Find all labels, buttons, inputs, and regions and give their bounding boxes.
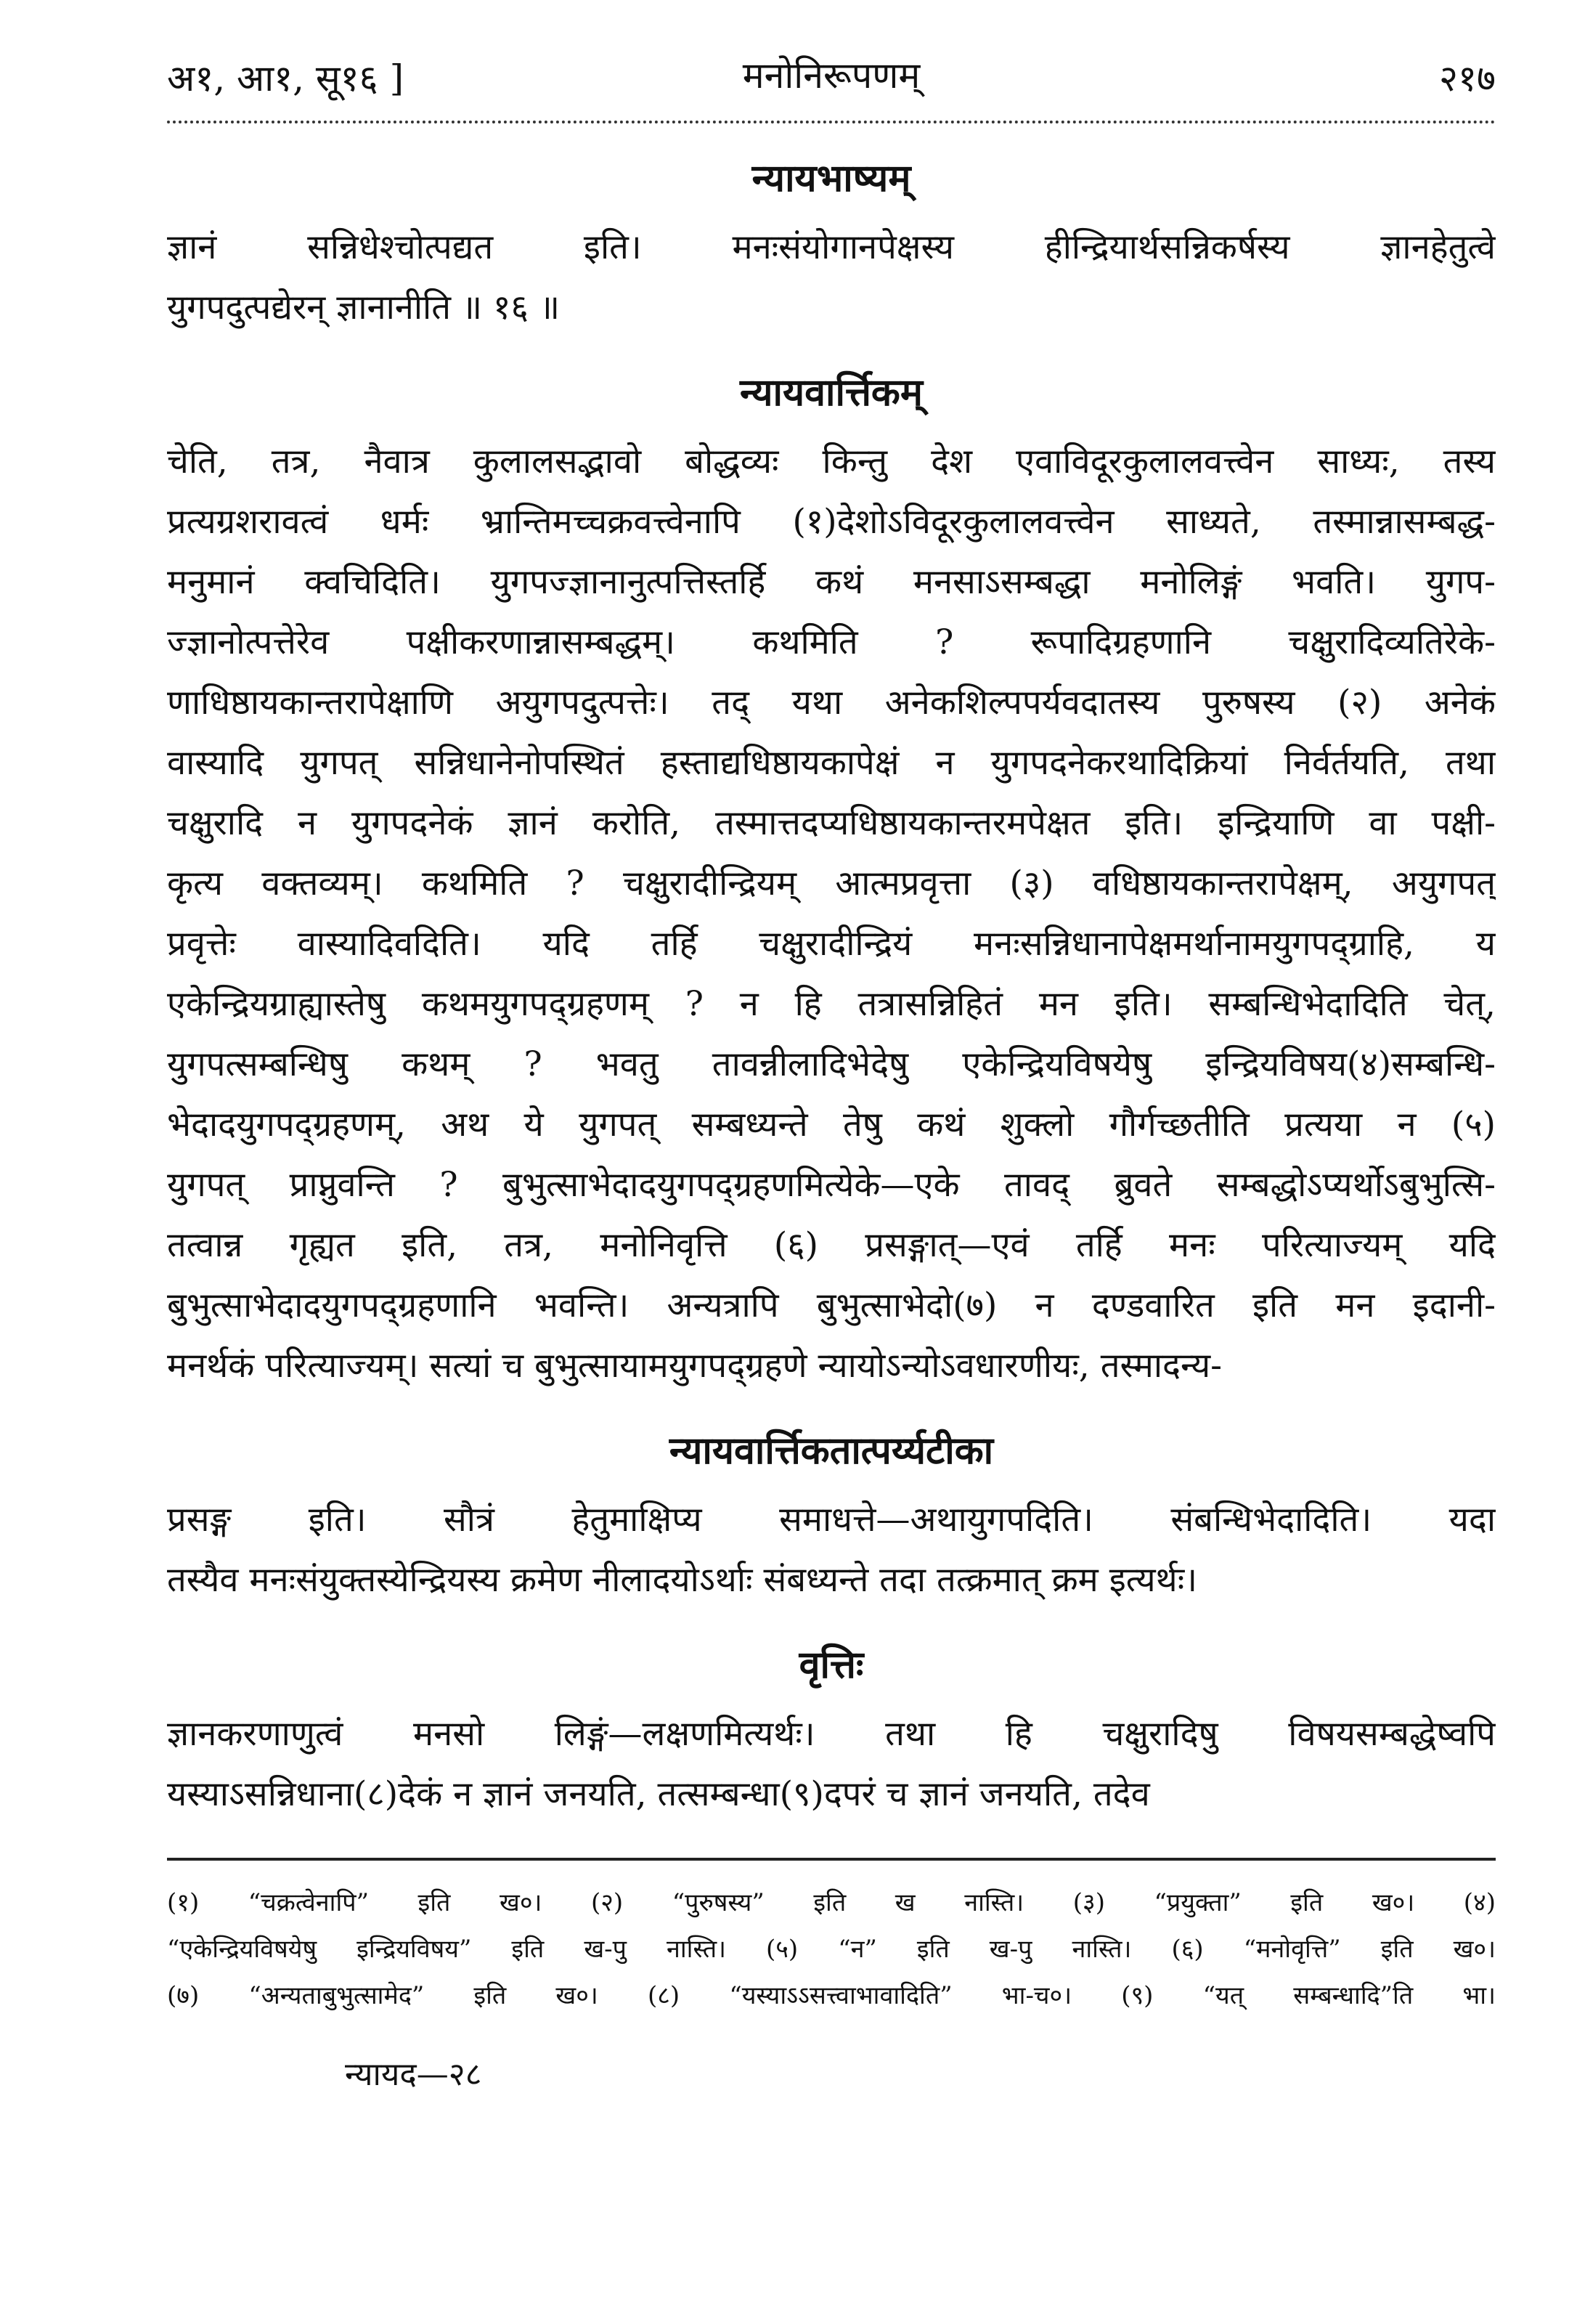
footnote-rule bbox=[167, 1858, 1496, 1861]
section-heading: न्यायवार्त्तिकतात्पर्य्यटीका bbox=[669, 1429, 994, 1473]
text-line: भेदादयुगपद्ग्रहणम्, अथ ये युगपत् सम्बध्यन्ते तेषु कथं शुक्लो गौर्गच्छतीति प्रत्यया न (५) bbox=[167, 1105, 1496, 1145]
header-title: मनोनिरूपणम् bbox=[742, 54, 921, 97]
text-line: चक्षुरादि न युगपदनेकं ज्ञानं करोति, तस्मात्तदप्यधिष्ठायकान्तरमपेक्षत इति। इन्द्रियाणि वा पक्षी- bbox=[167, 803, 1496, 843]
section-heading: न्यायवार्त्तिकम् bbox=[740, 370, 923, 415]
text-line: युगपदुत्पद्येरन् ज्ञानानीति ॥ १६ ॥ bbox=[167, 288, 560, 328]
footnotes bbox=[167, 1880, 1496, 2019]
header-left: अ१, आ१, सू१६ ] bbox=[167, 57, 404, 99]
text-line: ज्ज्ञानोत्पत्तेरेव पक्षीकरणान्नासम्बद्धम्। कथमिति ? रूपादिग्रहणानि चक्षुरादिव्यतिरेके- bbox=[167, 622, 1496, 662]
text-line: मनर्थकं परित्याज्यम्। सत्यां च बुभुत्सायामयुगपद्ग्रहणे न्यायोऽन्योऽवधारणीयः, तस्मादन्य- bbox=[167, 1346, 1223, 1386]
text-line: मनुमानं क्वचिदिति। युगपज्ज्ञानानुत्पत्तिस्तर्हि कथं मनसाऽसम्बद्धा मनोलिङ्गं भवति। युगप- bbox=[167, 562, 1496, 602]
text-line: चेति, तत्र, नैवात्र कुलालसद्भावो बोद्धव्यः किन्तु देश एवाविदूरकुलालवत्त्वेन साध्यः, तस्य bbox=[167, 442, 1496, 482]
text-line: युगपत् प्राप्नुवन्ति ? बुभुत्साभेदादयुगपद्ग्रहणमित्येके—एके तावद् ब्रुवते सम्बद्धोऽप्यर्थोऽबुभुत्सि- bbox=[167, 1165, 1496, 1205]
signature-mark: न्यायद—२८ bbox=[345, 2056, 482, 2093]
text-line: यस्याऽसन्निधाना(८)देकं न ज्ञानं जनयति, तत्सम्बन्धा(९)दपरं च ज्ञानं जनयति, तदेव bbox=[167, 1774, 1150, 1814]
text-line: ज्ञानं सन्निधेश्चोत्पद्यत इति। मनःसंयोगानपेक्षस्य हीन्द्रियार्थसन्निकर्षस्य ज्ञानहेतुत्वे bbox=[167, 227, 1496, 267]
text-line: प्रत्यग्रशरावत्वं धर्मः भ्रान्तिमच्चक्रवत्त्वेनापि (१)देशोऽविदूरकुलालवत्त्वेन साध्यते, तस्मान्नासम्बद्ध- bbox=[167, 502, 1496, 542]
section-heading: वृत्तिः bbox=[799, 1643, 864, 1687]
page bbox=[167, 36, 1496, 2095]
page-body bbox=[167, 151, 1496, 1824]
section-heading: न्यायभाष्यम् bbox=[751, 156, 911, 200]
text-line: णाधिष्ठायकान्तरापेक्षाणि अयुगपदुत्पत्तेः। तद् यथा अनेकशिल्पपर्यवदातस्य पुरुषस्य (२) अनेकं bbox=[167, 683, 1496, 723]
text-line: एकेन्द्रियग्राह्यास्तेषु कथमयुगपद्ग्रहणम् ? न हि तत्रासन्निहितं मन इति। सम्बन्धिभेदादिति चेत्, bbox=[167, 984, 1496, 1024]
header-rule bbox=[167, 106, 1496, 123]
footnote-line: (१) “चक्रत्वेनापि” इति ख०। (२) “पुरुषस्य” इति ख नास्ति। (३) “प्रयुक्ता” इति ख०। (४) bbox=[167, 1888, 1496, 1917]
text-line: वास्यादि युगपत् सन्निधानेनोपस्थितं हस्ताद्यधिष्ठायकापेक्षं न युगपदनेकरथादिक्रियां निर्वर्तयति, तथा bbox=[167, 743, 1496, 783]
footnote-line: “एकेन्द्रियविषयेषु इन्द्रियविषय” इति ख-पु नास्ति। (५) “न” इति ख-पु नास्ति। (६) “मनोवृत्ति” इति ख०। bbox=[167, 1935, 1496, 1964]
text-line: कृत्य वक्तव्यम्। कथमिति ? चक्षुरादीन्द्रियम् आत्मप्रवृत्ता (३) वधिष्ठायकान्तरापेक्षम्, अयुगपत् bbox=[167, 864, 1496, 903]
text-line: तत्वान्न गृह्यत इति, तत्र, मनोनिवृत्ति (६) प्रसङ्गात्—एवं तर्हि मनः परित्याज्यम् यदि bbox=[167, 1225, 1496, 1265]
page-number: २१७ bbox=[1439, 57, 1496, 99]
text-line: तस्यैव मनःसंयुक्तस्येन्द्रियस्य क्रमेण नीलादयोऽर्थाः संबध्यन्ते तदा तत्क्रमात् क्रम इत्यर्थः। bbox=[167, 1560, 1198, 1600]
text-line: ज्ञानकरणाणुत्वं मनसो लिङ्गं—लक्षणमित्यर्थः। तथा हि चक्षुरादिषु विषयसम्बद्धेष्वपि bbox=[167, 1714, 1496, 1754]
running-header bbox=[167, 36, 1496, 102]
text-line: प्रसङ्ग इति। सौत्रं हेतुमाक्षिप्य समाधत्ते—अथायुगपदिति। संबन्धिभेदादिति। यदा bbox=[167, 1500, 1496, 1540]
footnote-line: (७) “अन्यताबुभुत्सामेद” इति ख०। (८) “यस्याऽऽसत्त्वाभावादिति” भा-च०। (९) “यत् सम्बन्धादि”ति भा। bbox=[167, 1981, 1496, 2010]
text-line: बुभुत्साभेदादयुगपद्ग्रहणानि भवन्ति। अन्यत्रापि बुभुत्साभेदो(७) न दण्डवारित इति मन इदानी- bbox=[167, 1285, 1496, 1325]
text-line: युगपत्सम्बन्धिषु कथम् ? भवतु तावन्नीलादिभेदेषु एकेन्द्रियविषयेषु इन्द्रियविषय(४)सम्बन्धि- bbox=[167, 1044, 1496, 1084]
text-line: प्रवृत्तेः वास्यादिवदिति। यदि तर्हि चक्षुरादीन्द्रियं मनःसन्निधानापेक्षमर्थानामयुगपद्ग्राहि, य bbox=[167, 924, 1496, 964]
